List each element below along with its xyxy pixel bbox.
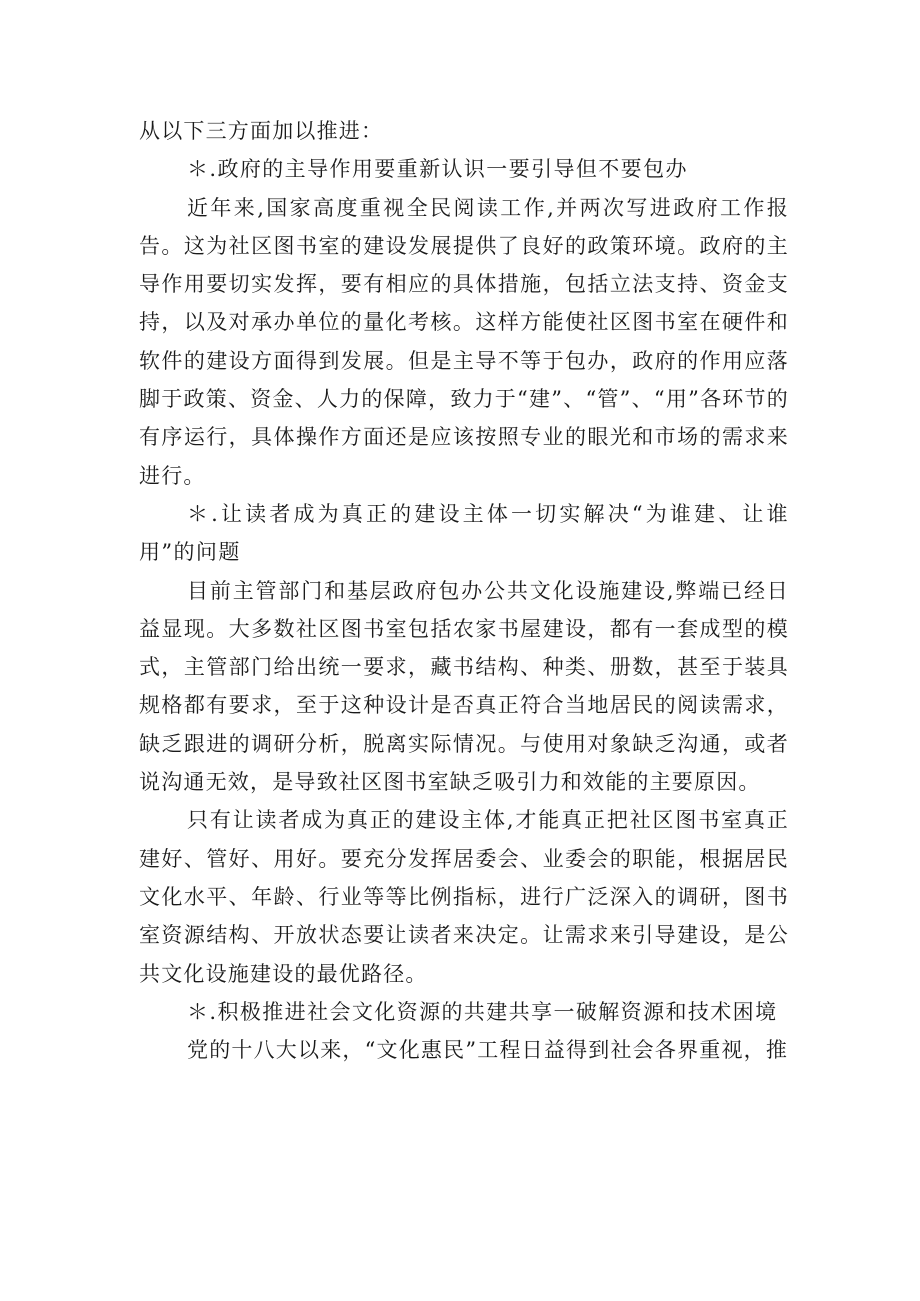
paragraph-current-problems: 目前主管部门和基层政府包办公共文化设施建设,弊端已经日益显现。大多数社区图书室包括农家书屋建设，都有一套成型的模式，主管部门给出统一要求，藏书结构、种类、册数，甚至于装具规格都有要求，至于这种设计是否真正符合当地居民的阅读需求，缺乏跟进的调研分析，脱离实际情况。与使用对象缺乏沟通，或者说沟通无效，是导致社区图书室缺乏吸引力和效能的主要原因。	[139, 578, 789, 795]
paragraph-cultural-benefit: 党的十八大以来，“文化惠民”工程日益得到社会各界重视，推	[187, 1038, 789, 1063]
section-heading-2: ＊.让读者成为真正的建设主体一切实解决“为谁建、让谁用”的问题	[139, 501, 789, 565]
paragraph-government-role: 近年来,国家高度重视全民阅读工作,并两次写进政府工作报告。这为社区图书室的建设发展提供了良好的政策环境。政府的主导作用要切实发挥，要有相应的具体措施，包括立法支持、资金支持，以及对承办单位的量化考核。这样方能使社区图书室在硬件和软件的建设方面得到发展。但是主导不等于包办，政府的作用应落脚于政策、资金、人力的保障，致力于“建”、“管”、“用”各环节的有序运行，具体操作方面还是应该按照专业的眼光和市场的需求来进行。	[139, 195, 789, 488]
paragraph-reader-subject: 只有让读者成为真正的建设主体,才能真正把社区图书室真正建好、管好、用好。要充分发挥居委会、业委会的职能，根据居民文化水平、年龄、行业等等比例指标，进行广泛深入的调研，图书室资源结构、开放状态要让读者来决定。让需求来引导建设，是公共文化设施建设的最优路径。	[139, 808, 789, 986]
paragraph-intro: 从以下三方面加以推进：	[139, 119, 384, 143]
section-heading-1: ＊.政府的主导作用要重新认识一要引导但不要包办	[187, 157, 688, 182]
section-heading-3: ＊.积极推进社会文化资源的共建共享一破解资源和技术困境	[187, 999, 778, 1024]
document-page	[139, 112, 789, 1069]
